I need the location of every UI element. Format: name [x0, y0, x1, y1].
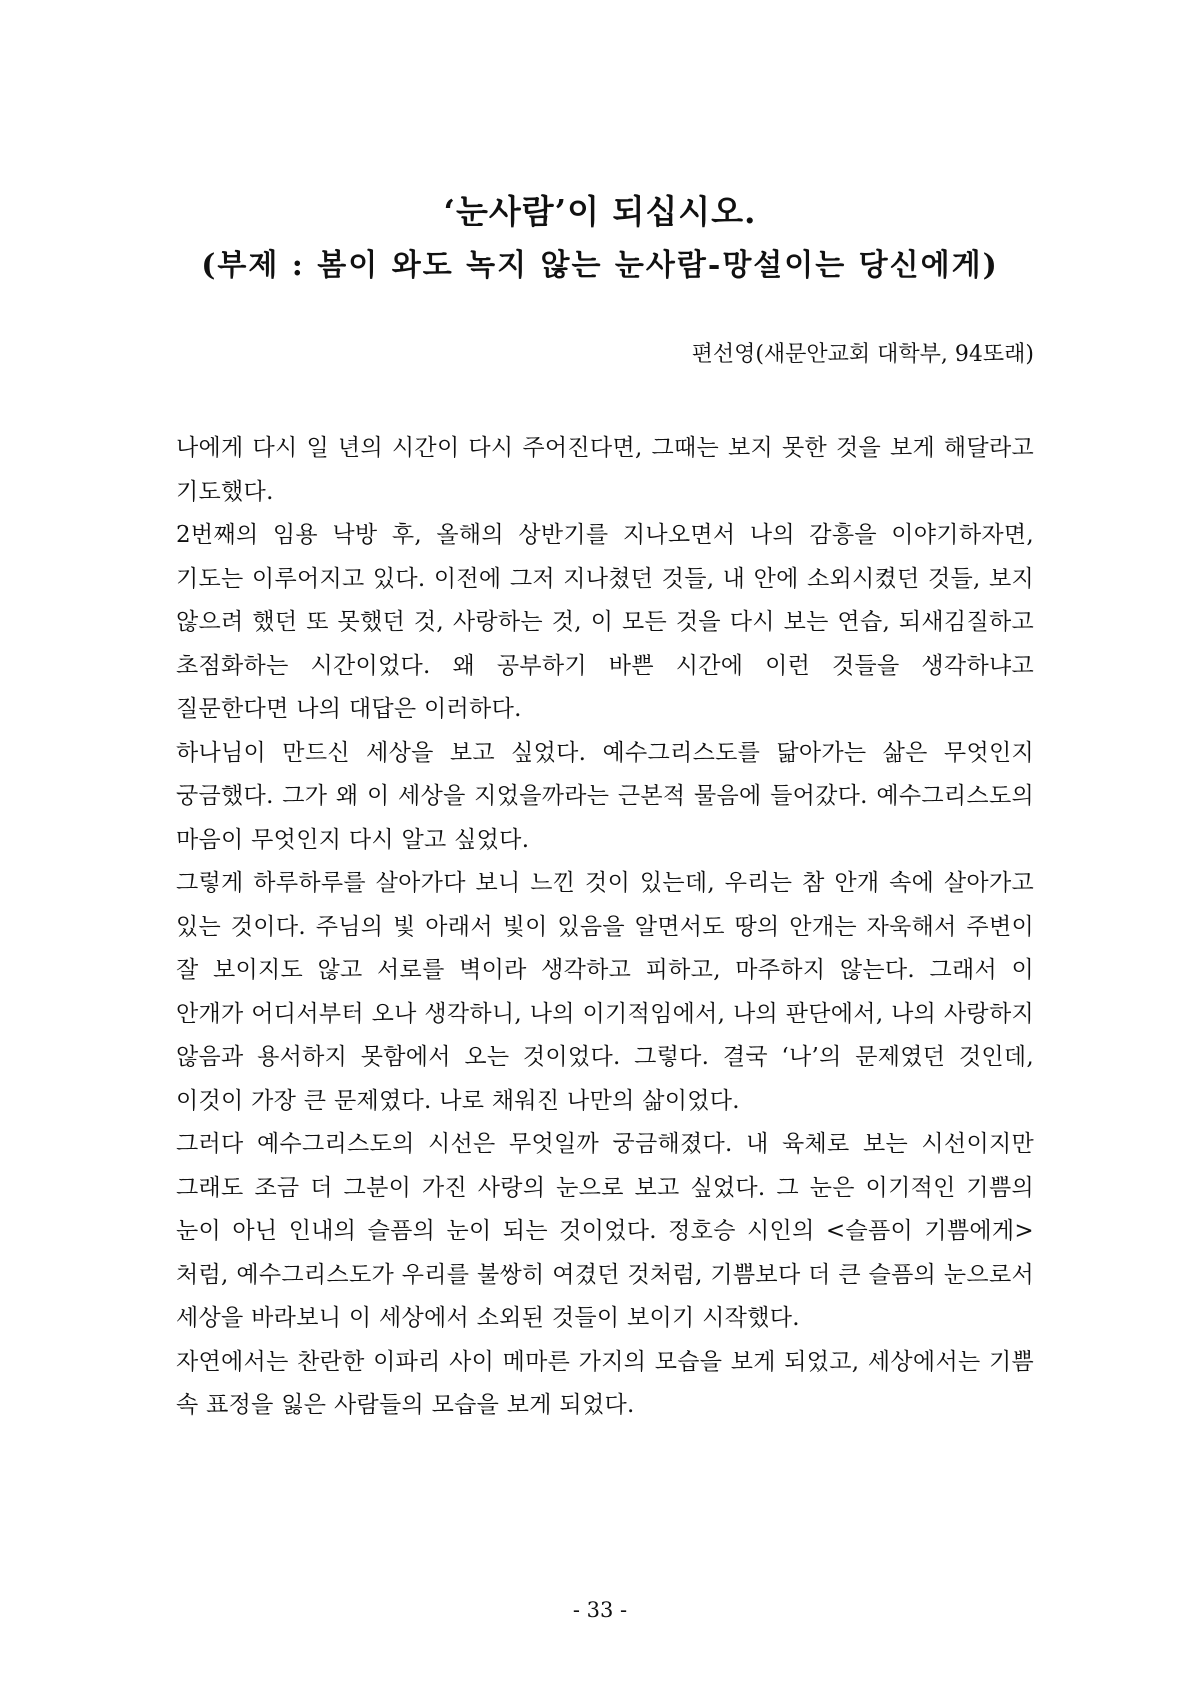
page-number: - 33 -: [572, 1598, 628, 1622]
paragraph-1: 나에게 다시 일 년의 시간이 다시 주어진다면, 그때는 보지 못한 것을 보게 해달라고 기도했다.: [176, 435, 1034, 505]
paragraph-6: 자연에서는 찬란한 이파리 사이 메마른 가지의 모습을 보게 되었고, 세상에서는 기쁨 속 표정을 잃은 사람들의 모습을 보게 되었다.: [176, 1348, 1034, 1418]
document-title: ‘눈사람’이 되십시오.: [443, 192, 757, 231]
document-subtitle: (부제 : 봄이 와도 녹지 않는 눈사람-망설이는 당신에게): [201, 248, 999, 283]
paragraph-4: 그렇게 하루하루를 살아가다 보니 느낀 것이 있는데, 우리는 참 안개 속에 살아가고 있는 것이다. 주님의 빛 아래서 빛이 있음을 알면서도 땅의 안개는 자욱해서 주변이 잘 보이지도 않고 서로를 벽이라 생각하고 피하고, 마주하지 않는다. 그래서 이 안개가 어디서부터 오나 생각하니, 나의 이기적임에서, 나의 판단에서, 나의 사랑하지 않음과 용서하지 못함에서 오는 것이었다. 그렇다. 결국 ‘나’의 문제였던 것인데, 이것이 가장 큰 문제였다. 나로 채워진 나만의 삶이었다.: [176, 870, 1034, 1114]
author-line: 편선영(새문안교회 대학부, 94또래): [691, 342, 1034, 367]
body-text: [176, 427, 1034, 1428]
paragraph-2: 2번째의 임용 낙방 후, 올해의 상반기를 지나오면서 나의 감흥을 이야기하자면, 기도는 이루어지고 있다. 이전에 그저 지나쳤던 것들, 내 안에 소외시켰던 것들, 보지 않으려 했던 또 못했던 것, 사랑하는 것, 이 모든 것을 다시 보는 연습, 되새김질하고 초점화하는 시간이었다. 왜 공부하기 바쁜 시간에 이런 것들을 생각하냐고 질문한다면 나의 대답은 이러하다.: [176, 522, 1034, 722]
paragraph-3: 하나님이 만드신 세상을 보고 싶었다. 예수그리스도를 닮아가는 삶은 무엇인지 궁금했다. 그가 왜 이 세상을 지었을까라는 근본적 물음에 들어갔다. 예수그리스도의 마음이 무엇인지 다시 알고 싶었다.: [176, 739, 1034, 853]
paragraph-5: 그러다 예수그리스도의 시선은 무엇일까 궁금해졌다. 내 육체로 보는 시선이지만 그래도 조금 더 그분이 가진 사랑의 눈으로 보고 싶었다. 그 눈은 이기적인 기쁨의 눈이 아닌 인내의 슬픔의 눈이 되는 것이었다. 정호승 시인의 <슬픔이 기쁨에게>처럼, 예수그리스도가 우리를 불쌍히 여겼던 것처럼, 기쁨보다 더 큰 슬픔의 눈으로서 세상을 바라보니 이 세상에서 소외된 것들이 보이기 시작했다.: [176, 1131, 1034, 1331]
